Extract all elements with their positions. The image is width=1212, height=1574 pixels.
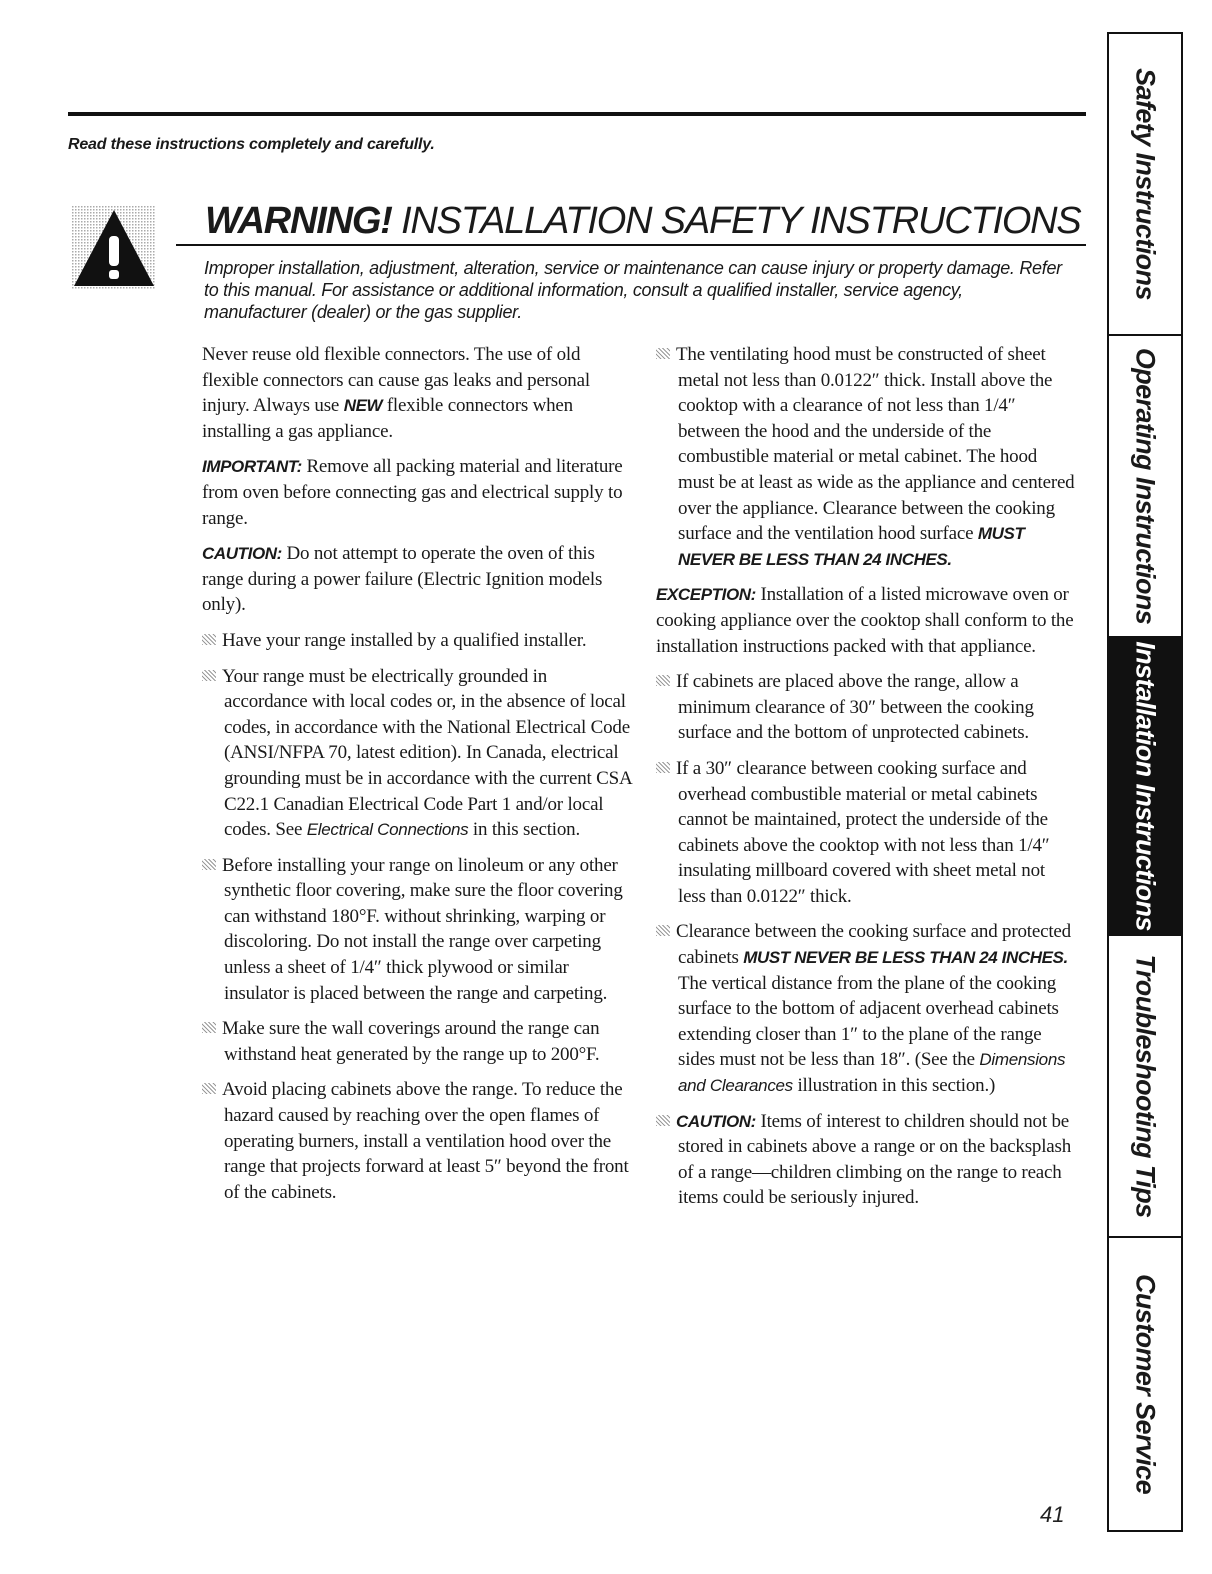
title-warning: WARNING!	[205, 200, 392, 242]
text: The vertical distance from the plane of the cooking surface to the bottom of adjacent overhead cabinets extending closer than 1″ to the plane of the range sides must not be less than 18″. (See the	[678, 972, 1059, 1071]
list-item	[202, 628, 634, 654]
reference-link: Electrical Connections	[306, 820, 469, 840]
list-item	[656, 669, 1076, 746]
tab-label: Customer Service	[1130, 1273, 1161, 1495]
list-item	[656, 756, 1076, 910]
text: If cabinets are placed above the range, allow a minimum clearance of 30″ between the cooking surface and the bottom of unprotected cabinets.	[676, 671, 1034, 744]
list-item	[656, 1109, 1076, 1211]
important-label: IMPORTANT:	[202, 457, 302, 477]
exception-label: EXCEPTION:	[656, 585, 756, 605]
bullet-icon	[202, 859, 216, 870]
text: in this section.	[472, 819, 581, 841]
paragraph-caution	[202, 541, 634, 618]
text: Have your range installed by a qualified installer.	[222, 629, 587, 651]
list-item	[202, 1077, 634, 1205]
text: The ventilating hood must be constructed of sheet metal not less than 0.0122″ thick. Install above the cooktop with a clearance of not less than 1/4″ between the hood and the underside of the combustible material or metal cabinet. The hood must be at least as wide as the appliance and centered over the appliance. Clearance between the cooking surface and the ventilation hood surface	[676, 344, 1075, 545]
bullet-icon	[656, 925, 670, 936]
text: Items of interest to children should not be stored in cabinets above a range or on the backsplash of a range—children climbing on the range to reach items could be seriously injured.	[678, 1110, 1072, 1209]
caution-label: CAUTION:	[676, 1111, 756, 1131]
text: If a 30″ clearance between cooking surface and overhead combustible material or metal cabinets cannot be maintained, protect the underside of the cabinets above the cooktop with not less than 1/4″ insulating millboard covered with sheet metal not less than 0.0122″ thick.	[676, 757, 1050, 907]
page-number: 41	[1040, 1502, 1065, 1527]
caution-label: CAUTION:	[202, 544, 282, 564]
text: Before installing your range on linoleum or any other synthetic floor covering, make sure the floor covering can withstand 180°F. without shrinking, warping or discoloring. Do not install the range over carpeting unless a sheet of 1/4″ thick plywood or similar insulator is placed between the range and carpeting.	[222, 854, 623, 1004]
tab-label: Safety Instructions	[1130, 68, 1161, 300]
text: illustration in this section.)	[797, 1075, 996, 1097]
text: Installation of a listed microwave oven or cooking appliance over the cooktop shall conform to the installation instructions packed with that appliance.	[656, 584, 1074, 657]
bullet-icon	[202, 1083, 216, 1094]
text: Avoid placing cabinets above the range. To reduce the hazard caused by reaching over the open flames of operating burners, install a ventilation hood over the range that projects forward at least 5″ beyond the front of the cabinets.	[222, 1079, 629, 1203]
bullet-icon	[202, 634, 216, 645]
list-item	[656, 342, 1076, 572]
tab-installation-instructions[interactable]	[1109, 638, 1181, 936]
tab-label: Troubleshooting Tips	[1130, 954, 1161, 1218]
tab-label: Installation Instructions	[1130, 641, 1161, 931]
list-item	[656, 919, 1076, 1098]
bullet-icon	[656, 1115, 670, 1126]
text: Your range must be electrically grounded in accordance with local codes or, in the absence of local codes, in accordance with the National Electrical Code (ANSI/NFPA 70, latest edition). In Canada, electrical grounding must be in accordance with the current CSA C22.1 Canadian Electrical Code Part 1 and/or local codes. See	[222, 665, 632, 841]
tab-label: Operating Instructions	[1130, 347, 1161, 625]
bullet-icon	[656, 348, 670, 359]
text: Never reuse old flexible connectors. The use of old flexible connectors can cause gas leaks and personal injury. Always use	[202, 344, 590, 417]
list-item	[202, 1016, 634, 1067]
text: Clearance between the cooking surface and protected cabinets	[676, 921, 1071, 969]
text: Remove all packing material and literature from oven before connecting gas and electrical supply to range.	[202, 456, 623, 529]
read-instructions-note: Read these instructions completely and carefully.	[68, 136, 435, 153]
section-tabs	[1107, 32, 1183, 1532]
header-rule	[68, 112, 1086, 116]
text: Make sure the wall coverings around the range can withstand heat generated by the range up to 200°F.	[222, 1018, 600, 1065]
page-title	[205, 200, 1081, 243]
bullet-icon	[202, 670, 216, 681]
paragraph-important	[202, 454, 634, 531]
emphasis: MUST NEVER BE LESS THAN 24 INCHES.	[678, 524, 1025, 569]
emphasis-new: NEW	[343, 396, 383, 416]
title-rest: INSTALLATION SAFETY INSTRUCTIONS	[401, 200, 1081, 242]
paragraph-exception	[656, 582, 1076, 659]
text: flexible connectors when installing a gas appliance.	[202, 395, 573, 442]
left-column	[202, 342, 634, 1215]
right-column	[656, 342, 1076, 1221]
text: Do not attempt to operate the oven of this range during a power failure (Electric Ignition models only).	[202, 543, 603, 616]
tab-customer-service[interactable]	[1109, 1238, 1181, 1532]
reference-link: Dimensions and Clearances	[678, 1050, 1066, 1096]
list-item	[202, 853, 634, 1007]
warning-triangle-icon	[72, 206, 156, 290]
warning-description: Improper installation, adjustment, alteration, service or maintenance can cause injury or property damage. Refer to this manual. For assistance or additional information, consult a qualified installer, service agency, manufacturer (dealer) or the gas supplier.	[204, 258, 1062, 322]
bullet-icon	[656, 675, 670, 686]
paragraph-connectors	[202, 342, 634, 444]
bullet-icon	[656, 762, 670, 773]
bullet-icon	[202, 1022, 216, 1033]
title-rule	[176, 244, 1086, 246]
tab-troubleshooting-tips[interactable]	[1109, 936, 1181, 1238]
tab-operating-instructions[interactable]	[1109, 336, 1181, 638]
emphasis: MUST NEVER BE LESS THAN 24 INCHES.	[743, 948, 1068, 968]
list-item	[202, 664, 634, 843]
tab-safety-instructions[interactable]	[1109, 34, 1181, 336]
